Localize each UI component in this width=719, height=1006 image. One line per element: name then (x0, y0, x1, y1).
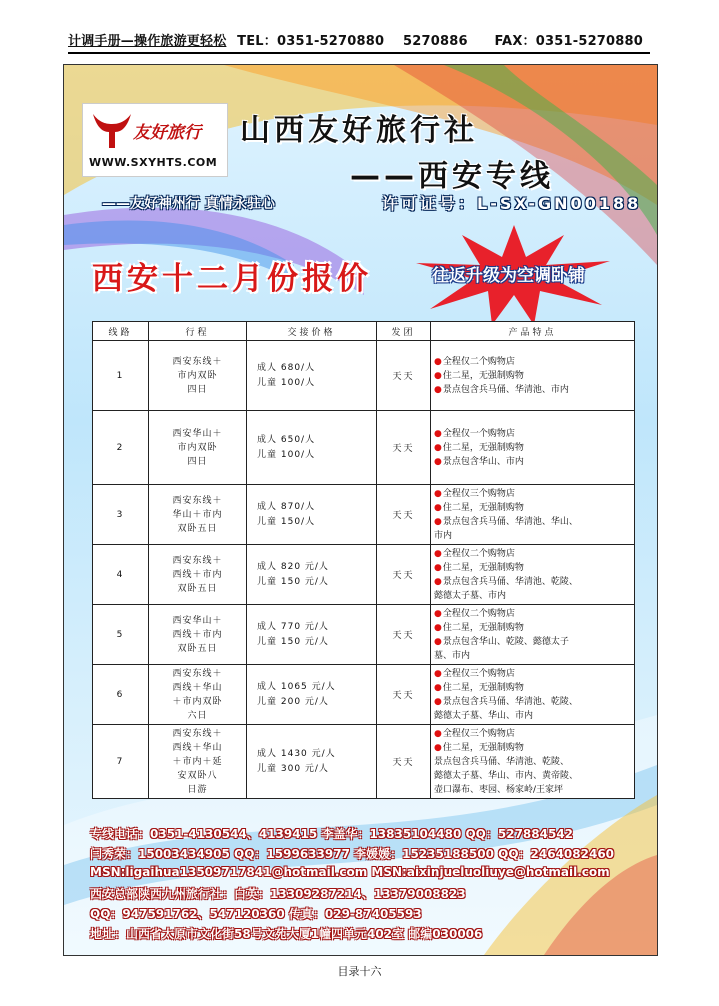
itinerary-line: 西线＋市内 (172, 569, 223, 580)
contact-line: 地址：山西省太原市文化街58号文苑大厦1幢四单元402室 邮编030006 (90, 927, 483, 941)
itinerary-line: 双卧五日 (177, 583, 218, 594)
itinerary-line: ＋市内双卧 (172, 696, 223, 707)
table-header: 交接价格 (247, 322, 377, 341)
bull-horns-icon (89, 108, 135, 154)
price-line: 成人 650/人 (257, 434, 316, 445)
itinerary-cell (149, 545, 247, 605)
feature-line: ● 景点包含华山、市内 (434, 455, 631, 469)
contact-line: MSN:ligaihua13509717841@hotmail.com MSN:aixinjueluoliuye@hotmail.com (90, 865, 610, 879)
feature-line: ● 景点包含兵马俑、华清池、乾陵、 (434, 695, 631, 709)
itinerary-line: 市内双卧 (177, 370, 218, 381)
feature-line: ● 全程仅二个购物店 (434, 607, 631, 621)
price-cell (247, 411, 377, 485)
price-line: 成人 1430 元/人 (257, 748, 336, 759)
price-line: 儿童 100/人 (257, 377, 316, 388)
price-line: 儿童 150 元/人 (257, 636, 329, 647)
contact-line: 西安总部陕西九州旅行社：白英：13309287214、13379008823 (90, 887, 466, 901)
departure-cell: 天天 (377, 411, 431, 485)
route-number: 2 (93, 411, 149, 485)
feature-line: 懿德太子墓、华山、市内、黄帝陵、 (434, 770, 579, 781)
price-line: 儿童 150 元/人 (257, 576, 329, 587)
table-row (93, 485, 635, 545)
price-cell (247, 545, 377, 605)
feature-line: ● 住二星，无强制购物 (434, 369, 631, 383)
page-number: 目录十六 (337, 965, 382, 978)
table-header: 发团 (377, 322, 431, 341)
price-cell (247, 605, 377, 665)
feature-line: 景点包含兵马俑、华清池、乾陵、 (434, 756, 570, 767)
contact-line: 专线电话：0351-4130544、4139415 李盖华：13835104480 QQ：527884542 (90, 827, 574, 841)
itinerary-line: 西安东线＋ (172, 495, 223, 506)
logo-url: WWW.SXYHTS.COM (89, 156, 218, 169)
route-number: 1 (93, 341, 149, 411)
price-line: 成人 770 元/人 (257, 621, 329, 632)
itinerary-line: 华山＋市内 (172, 509, 223, 520)
itinerary-line: 西安东线＋ (172, 555, 223, 566)
header-bar (68, 30, 650, 54)
table-body (93, 341, 635, 799)
itinerary-cell (149, 411, 247, 485)
header-tel2: 5270886 (403, 34, 468, 49)
itinerary-line: 西安东线＋ (172, 356, 223, 367)
table-row (93, 341, 635, 411)
price-line: 成人 870/人 (257, 501, 316, 512)
feature-line: ● 全程仅三个购物店 (434, 727, 631, 741)
promo-headline: 西安十二月份报价 (92, 261, 372, 297)
table-header-row (93, 322, 635, 341)
feature-line: ● 景点包含华山、乾陵、懿德太子 (434, 635, 631, 649)
itinerary-line: 双卧五日 (177, 523, 218, 534)
itinerary-line: 西安华山＋ (172, 615, 223, 626)
itinerary-line: 西线＋华山 (172, 742, 223, 753)
departure-cell: 天天 (377, 545, 431, 605)
route-number: 4 (93, 545, 149, 605)
logo-text: 友好旅行 (133, 123, 201, 143)
departure-cell: 天天 (377, 485, 431, 545)
price-line: 儿童 150/人 (257, 516, 316, 527)
features-cell (431, 485, 635, 545)
route-number: 7 (93, 725, 149, 799)
itinerary-line: 日游 (187, 784, 208, 795)
features-cell (431, 605, 635, 665)
price-cell (247, 485, 377, 545)
itinerary-cell (149, 665, 247, 725)
price-line: 成人 820 元/人 (257, 561, 329, 572)
feature-line: ● 住二星，无强制购物 (434, 681, 631, 695)
brand-slogan: ——友好神州行 真情永驻心 (102, 196, 275, 212)
table-header: 线路 (93, 322, 149, 341)
price-line: 儿童 300 元/人 (257, 763, 329, 774)
feature-line: 懿德太子墓、市内 (434, 590, 507, 601)
license-number: 许可证号：L-SX-GN00188 (382, 194, 642, 213)
itinerary-line: 西安华山＋ (172, 428, 223, 439)
itinerary-line: 四日 (187, 384, 208, 395)
itinerary-line: 四日 (187, 456, 208, 467)
features-cell (431, 411, 635, 485)
header-tel: TEL：0351-5270880 (237, 34, 385, 49)
itinerary-cell (149, 725, 247, 799)
feature-line: ● 景点包含兵马俑、华清池、乾陵、 (434, 575, 631, 589)
feature-line: ● 全程仅三个购物店 (434, 487, 631, 501)
price-table (92, 321, 635, 799)
feature-line: ● 住二星，无强制购物 (434, 741, 631, 755)
logo (82, 103, 228, 177)
feature-line: ● 全程仅三个购物店 (434, 667, 631, 681)
feature-line: ● 景点包含兵马俑、华清池、华山、 (434, 515, 631, 529)
route-title: ——西安专线 (350, 159, 554, 194)
feature-line: ● 住二星，无强制购物 (434, 501, 631, 515)
itinerary-cell (149, 605, 247, 665)
agency-name: 山西友好旅行社 (240, 113, 478, 148)
price-line: 儿童 100/人 (257, 449, 316, 460)
feature-line: ● 住二星，无强制购物 (434, 441, 631, 455)
feature-line: ● 住二星，无强制购物 (434, 621, 631, 635)
table-row (93, 665, 635, 725)
header-slogan: 计调手册—操作旅游更轻松 (68, 34, 227, 49)
feature-line: ● 全程仅一个购物店 (434, 427, 631, 441)
price-line: 成人 1065 元/人 (257, 681, 336, 692)
price-line: 成人 680/人 (257, 362, 316, 373)
table-row (93, 725, 635, 799)
feature-line: 懿德太子墓、华山、市内 (434, 710, 534, 721)
itinerary-line: 西安东线＋ (172, 668, 223, 679)
price-cell (247, 341, 377, 411)
itinerary-line: 西安东线＋ (172, 728, 223, 739)
contact-line: QQ：947591762、547120360 传真：029-87405593 (90, 907, 422, 921)
price-line: 儿童 200 元/人 (257, 696, 329, 707)
feature-line: ● 全程仅二个购物店 (434, 547, 631, 561)
itinerary-cell (149, 485, 247, 545)
route-number: 6 (93, 665, 149, 725)
itinerary-cell (149, 341, 247, 411)
feature-line: 墓、市内 (434, 650, 471, 661)
route-number: 3 (93, 485, 149, 545)
features-cell (431, 725, 635, 799)
table-header: 产品特点 (431, 322, 635, 341)
departure-cell: 天天 (377, 725, 431, 799)
itinerary-line: 西线＋华山 (172, 682, 223, 693)
itinerary-line: 安双卧八 (177, 770, 218, 781)
header-fax: FAX：0351-5270880 (494, 34, 644, 49)
features-cell (431, 545, 635, 605)
feature-line: 壶口瀑布、枣园、杨家岭/王家坪 (434, 784, 564, 795)
itinerary-line: 六日 (187, 710, 208, 721)
feature-line: ● 景点包含兵马俑、华清池、市内 (434, 383, 631, 397)
feature-line: ● 住二星，无强制购物 (434, 561, 631, 575)
table-row (93, 545, 635, 605)
route-number: 5 (93, 605, 149, 665)
itinerary-line: 市内双卧 (177, 442, 218, 453)
table-row (93, 411, 635, 485)
price-cell (247, 665, 377, 725)
departure-cell: 天天 (377, 341, 431, 411)
itinerary-line: 西线＋市内 (172, 629, 223, 640)
price-cell (247, 725, 377, 799)
departure-cell: 天天 (377, 605, 431, 665)
table-header: 行程 (149, 322, 247, 341)
promo-upgrade: 往返升级为空调卧铺 (432, 266, 585, 286)
itinerary-line: 双卧五日 (177, 643, 218, 654)
features-cell (431, 665, 635, 725)
table-row (93, 605, 635, 665)
feature-line: 市内 (434, 530, 453, 541)
poster (63, 64, 658, 956)
itinerary-line: ＋市内＋延 (172, 756, 223, 767)
departure-cell: 天天 (377, 665, 431, 725)
features-cell (431, 341, 635, 411)
contact-line: 闫秀荣：15003434905 QQ：1599633977 李媛媛：15235188500 QQ：2464082460 (90, 847, 615, 861)
feature-line: ● 全程仅二个购物店 (434, 355, 631, 369)
